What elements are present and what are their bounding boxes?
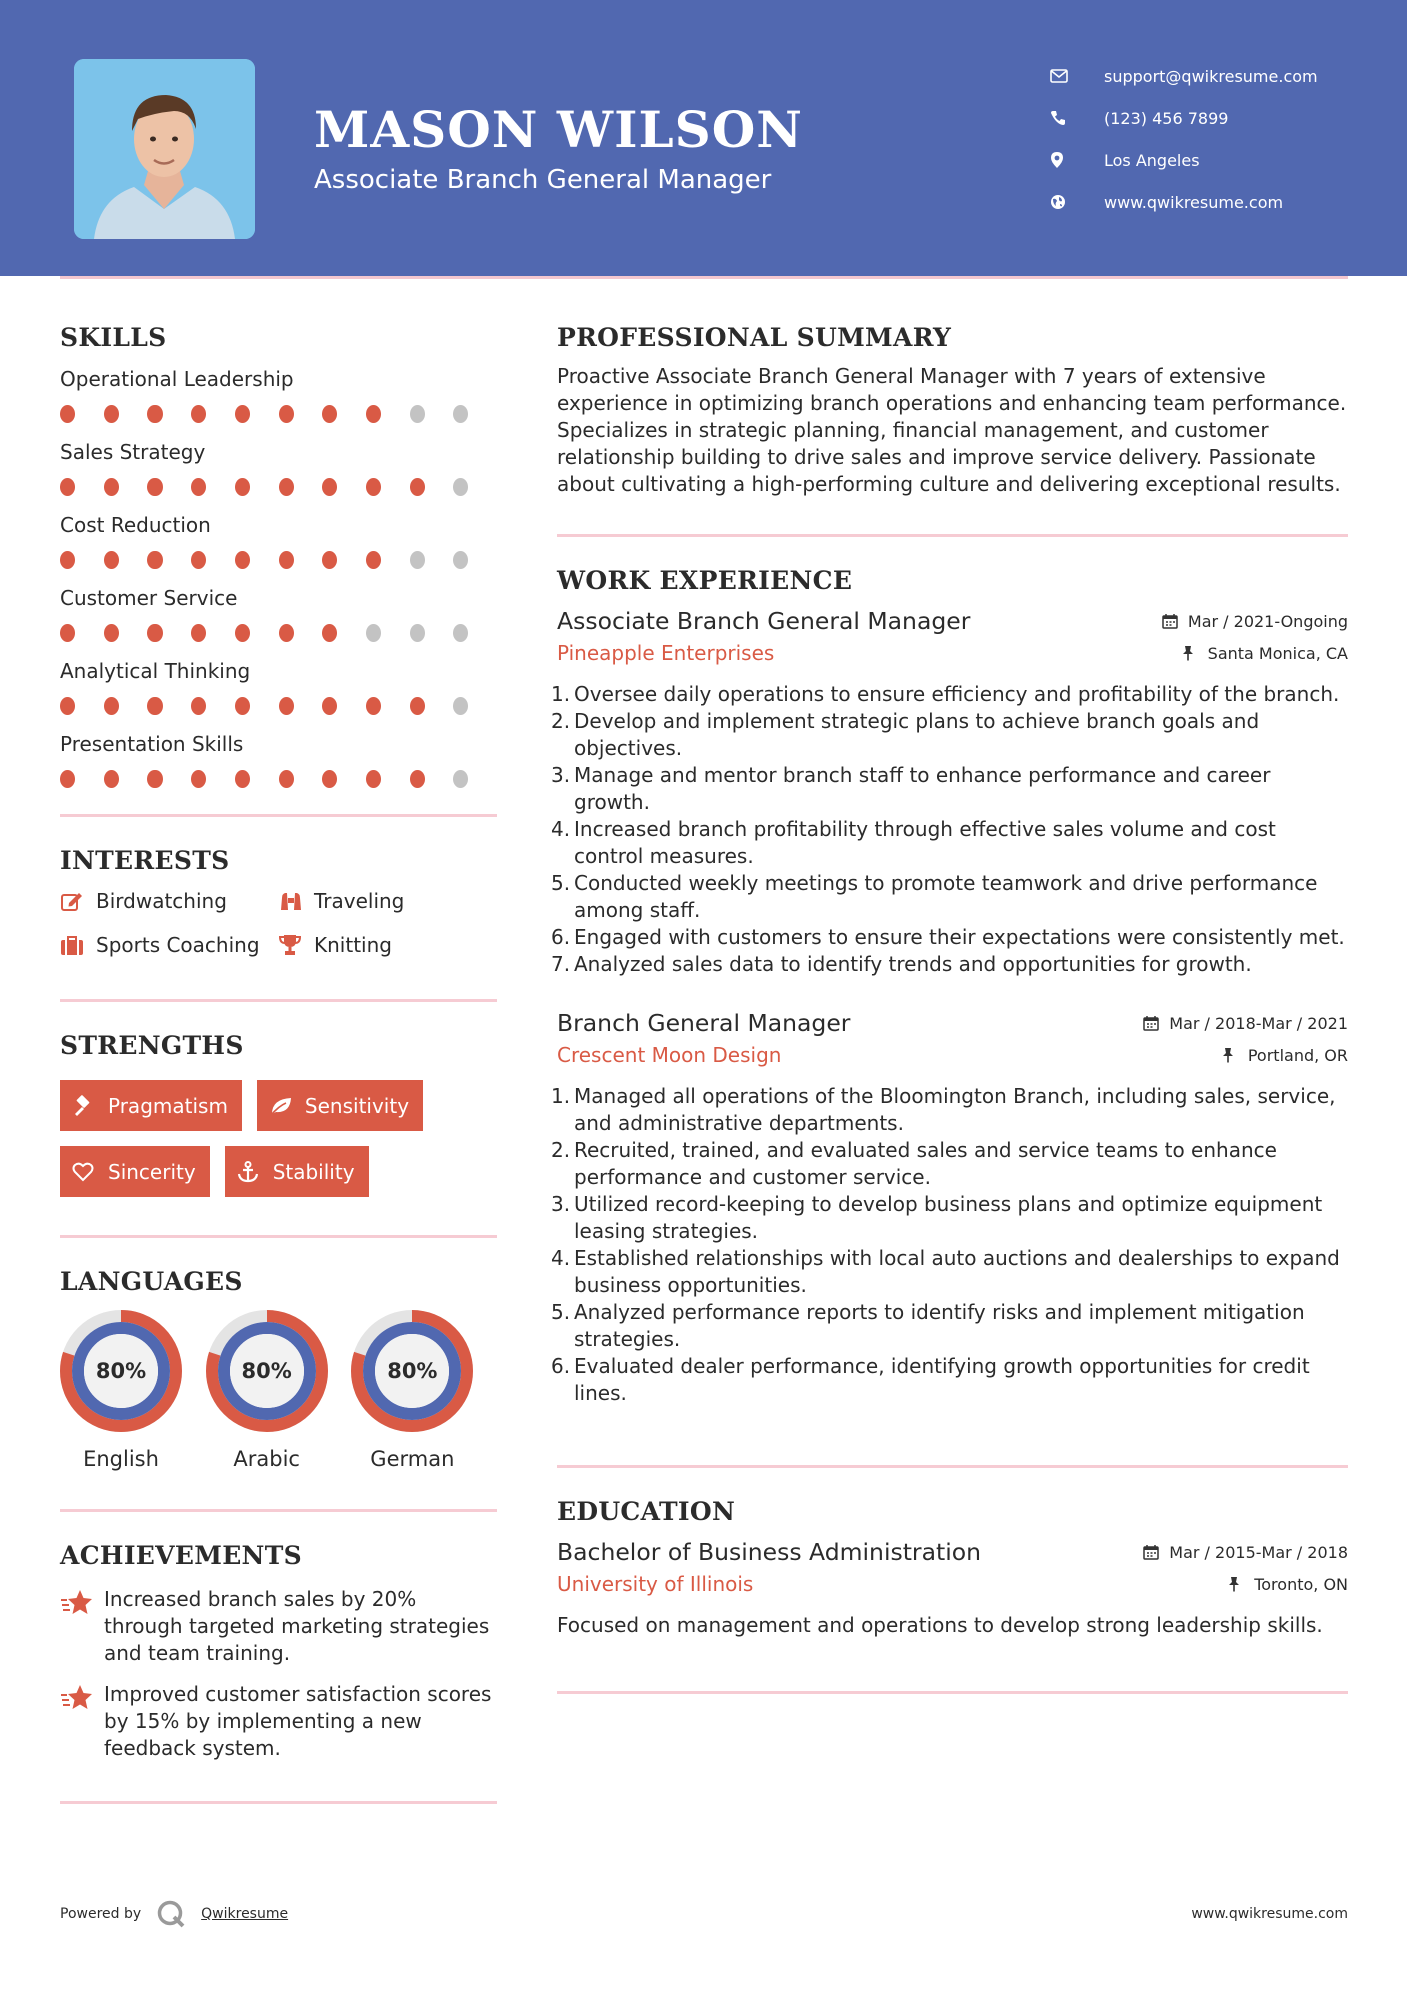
summary-text: Proactive Associate Branch General Manager with 7 years of extensive experience in optimizing branch operations and enhancing team performance. Specializes in strategic planning, financial management, and customer relationship building to drive sales and improve service delivery. Passionate about cultivating a high-performing culture and delivering exceptional results. [557,364,1347,496]
education-location: Toronto, ON [1228,1575,1348,1594]
rating-dot-empty [410,624,425,642]
achievements-section [60,1541,497,1762]
skill-name: Operational Leadership [60,367,294,391]
list-item [551,870,1348,924]
list-number: 4. [551,1246,571,1270]
rating-dot-filled [366,551,381,569]
job-location: Portland, OR [1222,1046,1348,1065]
rating-dot-filled [279,551,294,569]
job-location: Santa Monica, CA [1182,644,1348,663]
language-item [351,1310,497,1471]
rating-dot-filled [60,478,75,496]
rating-dot-filled [191,405,206,423]
rating-dot-empty [366,624,381,642]
rating-dot-filled [366,478,381,496]
list-text: Develop and implement strategic plans to achieve branch goals and objectives. [574,709,1260,760]
interests-list [60,889,497,957]
languages-list [60,1310,497,1471]
list-text: Established relationships with local auto auctions and dealerships to expand business opportunities. [574,1246,1340,1297]
language-percent: 80% [387,1359,438,1383]
list-number: 1. [551,1084,571,1108]
footer-url[interactable]: www.qwikresume.com [1191,1906,1348,1922]
company-name: Crescent Moon Design [557,1043,782,1067]
education-description: Focused on management and operations to develop strong leadership skills. [557,1613,1323,1637]
candidate-role: Associate Branch General Manager [314,165,772,195]
skills-section [60,323,497,802]
rating-dot-filled [279,770,294,788]
list-text: Increased branch profitability through effective sales volume and cost control measures. [574,817,1276,868]
calendar-icon [1143,1014,1161,1032]
rating-dot-filled [60,770,75,788]
contact-website[interactable]: www.qwikresume.com [1050,181,1390,223]
rating-dot-filled [322,624,337,642]
rating-dot-filled [191,551,206,569]
education-date: Mar / 2015-Mar / 2018 [1143,1543,1348,1562]
languages-section [60,1267,497,1471]
rating-dot-filled [279,624,294,642]
list-number: 3. [551,1192,571,1216]
pushpin-icon [1182,644,1200,662]
list-item [551,762,1348,816]
skill-name: Presentation Skills [60,732,244,756]
heart-icon [72,1160,96,1184]
summary-section [557,323,1348,498]
rating-dot-filled [191,624,206,642]
rating-dot-empty [410,551,425,569]
experience-title: WORK EXPERIENCE [557,566,853,595]
education-title: EDUCATION [557,1497,736,1526]
rating-dot-filled [366,697,381,715]
rating-dot-filled [147,624,162,642]
rating-dot-filled [279,405,294,423]
section-divider [60,1509,497,1512]
language-percent: 80% [95,1359,147,1383]
rating-dot-empty [453,770,468,788]
job-title: Branch General Manager [557,1009,851,1037]
section-divider [60,1801,497,1804]
language-gauge [206,1310,328,1432]
skill-name: Analytical Thinking [60,659,251,683]
achievement-item: Increased branch sales by 20% through targeted marketing strategies and team training. [60,1586,497,1667]
rating-dot-filled [410,770,425,788]
pencil-square-icon [60,889,86,913]
gavel-icon [72,1094,96,1118]
job-bullets [551,1083,1348,1407]
rating-dot-filled [322,478,337,496]
list-text: Analyzed performance reports to identify risks and implement mitigation strategies. [574,1300,1305,1351]
skill-name: Sales Strategy [60,440,206,464]
strengths-list [60,1080,497,1212]
strengths-title: STRENGTHS [60,1031,244,1060]
list-text: Evaluated dealer performance, identifying growth opportunities for credit lines. [574,1354,1310,1405]
skill-name: Cost Reduction [60,513,211,537]
contact-location: Los Angeles [1050,139,1390,181]
rating-dot-filled [147,478,162,496]
rating-dot-filled [410,478,425,496]
language-gauge [351,1310,473,1432]
powered-by: Powered by Qwikresume [60,1898,288,1930]
interests-title: INTERESTS [60,846,230,875]
rating-dot-empty [453,551,468,569]
list-number: 6. [551,1354,571,1378]
skill-rating [60,697,497,715]
list-text: Recruited, trained, and evaluated sales and service teams to enhance performance and customer service. [574,1138,1277,1189]
contact-phone[interactable]: (123) 456 7899 [1050,97,1390,139]
language-name: Arabic [233,1447,300,1471]
calendar-icon [1162,612,1180,630]
interest-item: Knitting [278,933,497,957]
star-icon [60,1683,94,1713]
anchor-icon [237,1160,261,1184]
languages-title: LANGUAGES [60,1267,243,1296]
right-column [551,300,1348,1694]
list-text: Managed all operations of the Bloomington Branch, including sales, service, and administrative departments. [574,1084,1336,1135]
list-number: 5. [551,1300,571,1324]
job-entry [551,1009,1348,1407]
phone-icon [1050,108,1084,128]
skill-rating [60,405,497,423]
profile-photo [74,59,255,239]
interest-item: Sports Coaching [60,933,278,957]
rating-dot-filled [191,770,206,788]
rating-dot-filled [235,478,250,496]
degree-title: Bachelor of Business Administration [557,1538,982,1566]
strength-tag: Stability [225,1146,369,1197]
list-text: Oversee daily operations to ensure efficiency and profitability of the branch. [574,682,1340,706]
strength-tag: Sensitivity [257,1080,423,1131]
trophy-icon [278,933,304,957]
skill-item [60,364,497,437]
interest-item: Traveling [278,889,497,913]
rating-dot-filled [235,697,250,715]
list-number: 2. [551,1138,571,1162]
rating-dot-filled [104,551,119,569]
language-item [206,1310,352,1471]
rating-dot-empty [453,624,468,642]
footer [60,1896,1348,1932]
list-item [551,1245,1348,1299]
rating-dot-filled [235,405,250,423]
list-item [551,816,1348,870]
map-pin-icon [1050,150,1084,170]
envelope-icon [1050,66,1084,86]
language-item [60,1310,206,1471]
achievements-title: ACHIEVEMENTS [60,1541,302,1570]
list-text: Analyzed sales data to identify trends and opportunities for growth. [574,952,1252,976]
rating-dot-filled [322,697,337,715]
binoculars-icon [278,889,304,913]
skill-item [60,510,497,583]
section-divider [557,1691,1348,1694]
skill-rating [60,478,497,496]
skill-item [60,729,497,802]
skills-list [60,364,497,802]
left-column [60,300,497,1804]
qwikresume-logo-icon [155,1898,187,1930]
achievement-item: Improved customer satisfaction scores by 15% by implementing a new feedback system. [60,1681,497,1762]
job-date: Mar / 2021-Ongoing [1162,612,1348,631]
list-item [551,1083,1348,1137]
list-number: 4. [551,817,571,841]
education-section [557,1497,1348,1639]
calendar-icon [1143,1543,1161,1561]
skill-rating [60,551,497,569]
list-number: 2. [551,709,571,733]
section-divider [60,814,497,817]
job-title: Associate Branch General Manager [557,607,971,635]
section-divider [60,1235,497,1238]
list-number: 5. [551,871,571,895]
strength-tag: Pragmatism [60,1080,242,1131]
school-name: University of Illinois [557,1572,754,1596]
job-date: Mar / 2018-Mar / 2021 [1143,1014,1348,1033]
rating-dot-filled [60,624,75,642]
section-divider [557,1465,1348,1468]
rating-dot-filled [235,624,250,642]
candidate-name: MASON WILSON [314,100,803,159]
rating-dot-filled [60,697,75,715]
star-icon [60,1588,94,1618]
strengths-section [60,1031,497,1212]
list-text: Utilized record-keeping to develop business plans and optimize equipment leasing strategies. [574,1192,1323,1243]
rating-dot-filled [60,405,75,423]
list-number: 6. [551,925,571,949]
brand-link[interactable]: Qwikresume [201,1906,289,1922]
rating-dot-filled [366,770,381,788]
skill-name: Customer Service [60,586,238,610]
resume-header [0,0,1407,276]
rating-dot-filled [104,624,119,642]
rating-dot-filled [147,551,162,569]
pushpin-icon [1228,1575,1246,1593]
list-number: 1. [551,682,571,706]
rating-dot-filled [104,697,119,715]
rating-dot-empty [453,405,468,423]
language-percent: 80% [241,1359,292,1383]
rating-dot-filled [191,697,206,715]
rating-dot-filled [410,697,425,715]
job-entry [551,607,1348,978]
list-text: Engaged with customers to ensure their expectations were consistently met. [574,925,1345,949]
job-bullets [551,681,1348,978]
rating-dot-filled [235,770,250,788]
rating-dot-filled [279,478,294,496]
list-item [551,951,1348,978]
list-item [551,708,1348,762]
rating-dot-filled [279,697,294,715]
rating-dot-filled [322,405,337,423]
skill-item [60,656,497,729]
briefcase-icon [60,933,86,957]
section-divider [557,534,1348,537]
language-name: German [370,1447,455,1471]
rating-dot-filled [322,770,337,788]
section-divider [60,999,497,1002]
skill-rating [60,624,497,642]
rating-dot-filled [235,551,250,569]
rating-dot-filled [366,405,381,423]
rating-dot-filled [147,697,162,715]
list-item [551,1191,1348,1245]
list-text: Conducted weekly meetings to promote teamwork and drive performance among staff. [574,871,1318,922]
leaf-icon [269,1094,293,1118]
rating-dot-filled [104,478,119,496]
interests-section [60,846,497,957]
list-item [551,924,1348,951]
rating-dot-filled [147,405,162,423]
list-text: Manage and mentor branch staff to enhance performance and career growth. [574,763,1271,814]
list-item [551,1353,1348,1407]
contact-list [1050,55,1390,223]
list-item [551,681,1348,708]
skill-item [60,583,497,656]
list-item [551,1137,1348,1191]
language-name: English [83,1447,159,1471]
pushpin-icon [1222,1046,1240,1064]
skill-item [60,437,497,510]
rating-dot-filled [104,770,119,788]
contact-email[interactable]: support@qwikresume.com [1050,55,1390,97]
rating-dot-filled [60,551,75,569]
list-item [551,1299,1348,1353]
rating-dot-empty [453,697,468,715]
globe-icon [1050,192,1084,212]
experience-section [551,566,1348,1407]
rating-dot-filled [191,478,206,496]
rating-dot-empty [410,405,425,423]
company-name: Pineapple Enterprises [557,641,775,665]
rating-dot-filled [104,405,119,423]
list-number: 7. [551,952,571,976]
language-gauge [60,1310,182,1432]
header-divider [60,276,1348,279]
skills-title: SKILLS [60,323,167,352]
rating-dot-empty [453,478,468,496]
summary-title: PROFESSIONAL SUMMARY [557,323,952,352]
list-number: 3. [551,763,571,787]
rating-dot-filled [147,770,162,788]
strength-tag: Sincerity [60,1146,210,1197]
rating-dot-filled [322,551,337,569]
interest-item: Birdwatching [60,889,278,913]
skill-rating [60,770,497,788]
